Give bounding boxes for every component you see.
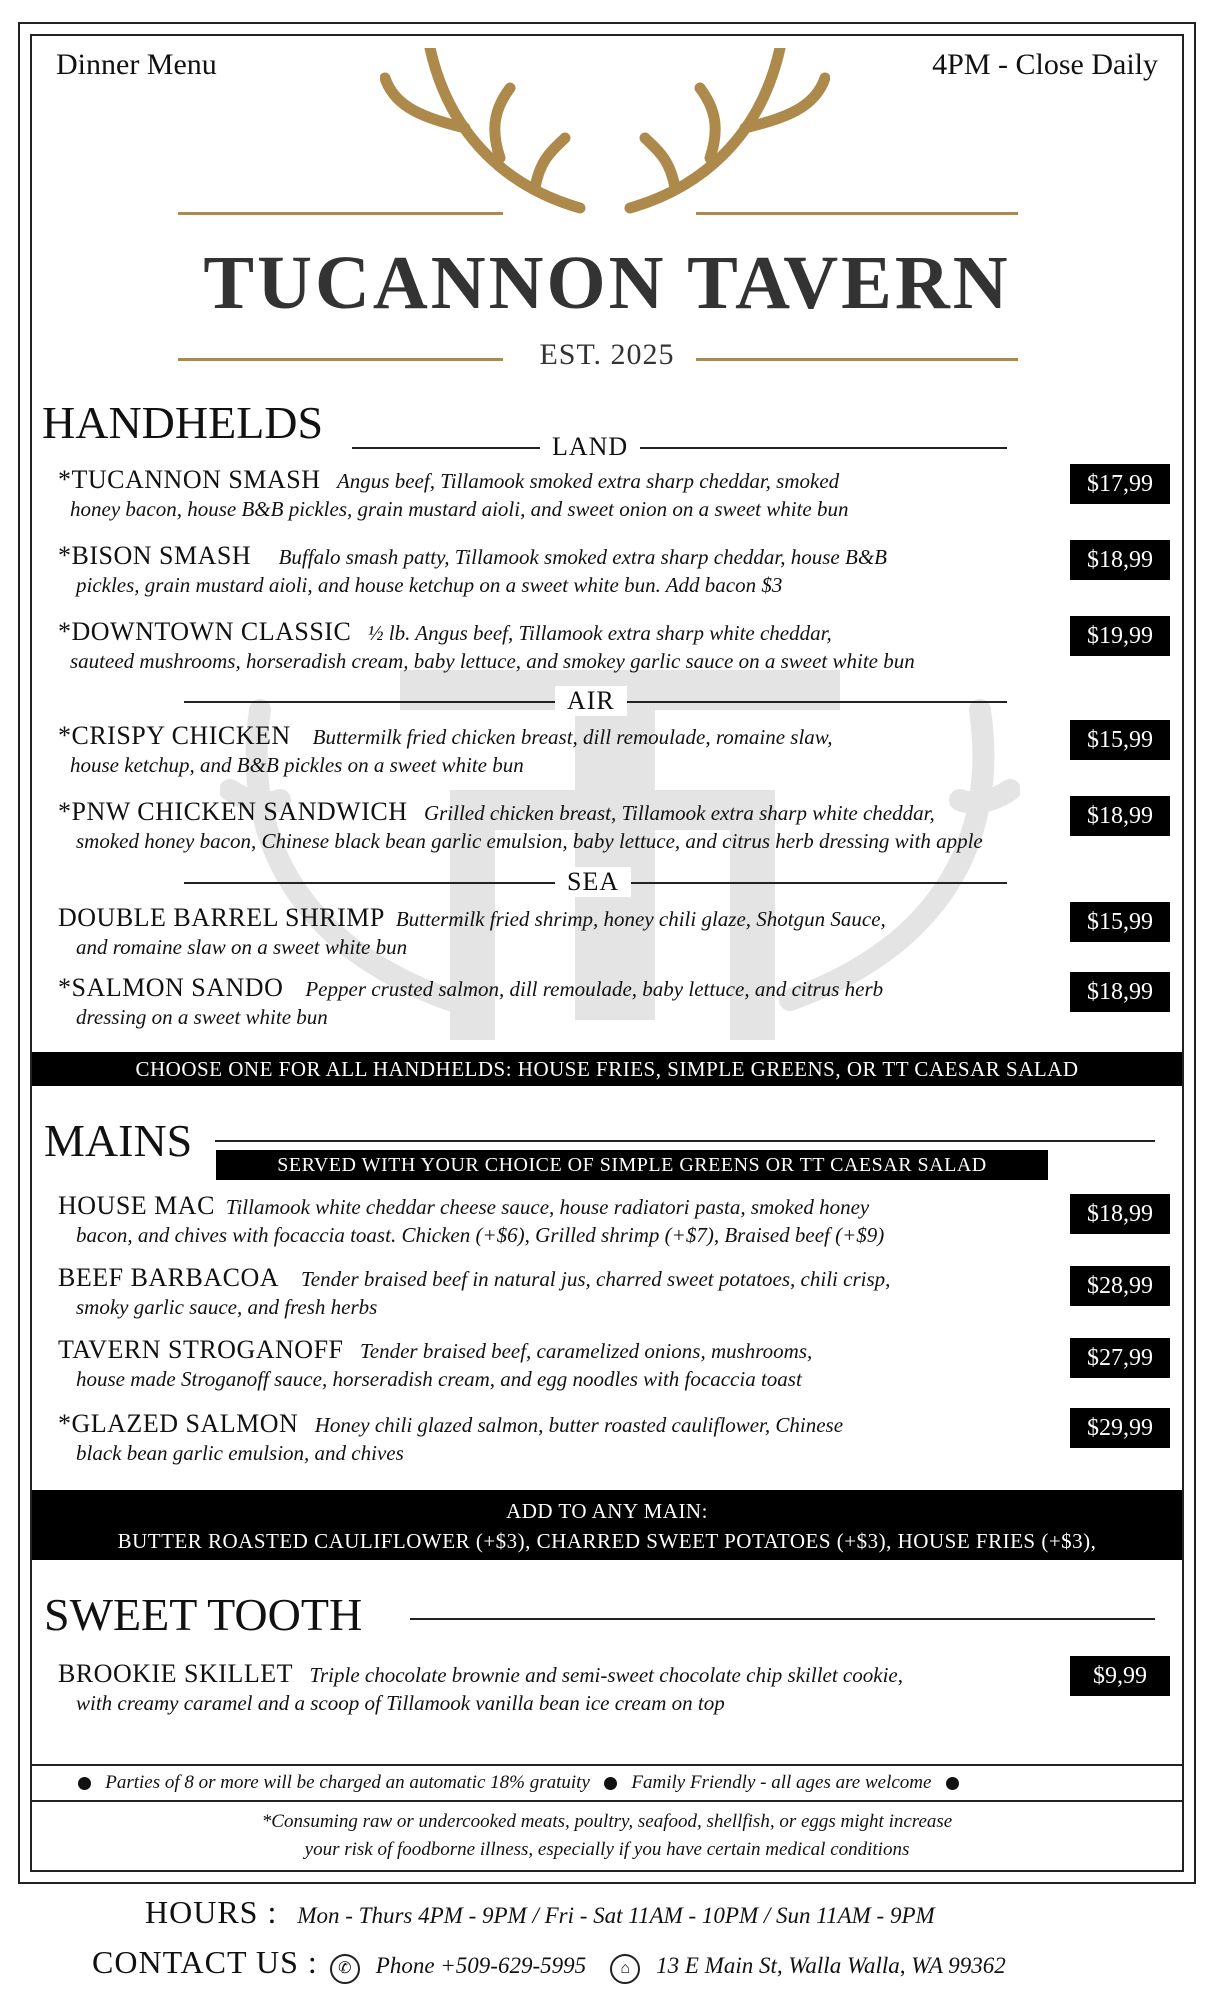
item-desc: smoked honey bacon, Chinese black bean garlic emulsion, baby lettuce, and citrus herb dressing with apple xyxy=(76,829,983,853)
item-name: DOUBLE BARREL SHRIMP xyxy=(58,903,385,932)
price-tag: $18,99 xyxy=(1070,796,1170,836)
family-note: Family Friendly - all ages are welcome xyxy=(631,1772,932,1793)
item-desc: Tillamook white cheddar cheese sauce, house radiatori pasta, smoked honey xyxy=(225,1195,870,1219)
price-tag: $19,99 xyxy=(1070,616,1170,656)
price-tag: $18,99 xyxy=(1070,1194,1170,1234)
health-warning xyxy=(0,1808,1214,1864)
price-tag: $15,99 xyxy=(1070,720,1170,760)
mains-served-banner: SERVED WITH YOUR CHOICE OF SIMPLE GREENS OR TT CAESAR SALAD xyxy=(216,1150,1048,1180)
price-tag: $18,99 xyxy=(1070,540,1170,580)
menu-item xyxy=(58,974,1068,1031)
price-tag: $29,99 xyxy=(1070,1408,1170,1448)
hours-text: Mon - Thurs 4PM - 9PM / Fri - Sat 11AM - 10PM / Sun 11AM - 9PM xyxy=(297,1903,935,1928)
addon-line: BUTTER ROASTED CAULIFLOWER (+$3), CHARRED SWEET POTATOES (+$3), HOUSE FRIES (+$3), xyxy=(117,1529,1097,1553)
hours-label: HOURS : xyxy=(145,1894,278,1930)
service-hours-label: 4PM - Close Daily xyxy=(932,48,1158,81)
price-tag: $9,99 xyxy=(1070,1656,1170,1696)
item-name: BEEF BARBACOA xyxy=(58,1263,280,1292)
item-desc: black bean garlic emulsion, and chives xyxy=(76,1441,404,1465)
bullet-dot xyxy=(604,1777,617,1790)
item-desc: Angus beef, Tillamook smoked extra sharp cheddar, smoked xyxy=(336,469,840,493)
item-name: HOUSE MAC xyxy=(58,1191,215,1220)
item-desc: bacon, and chives with focaccia toast. Chicken (+$6), Grilled shrimp (+$7), Braised beef (+$9) xyxy=(76,1223,885,1247)
section-title-handhelds: HANDHELDS xyxy=(42,397,324,448)
item-desc: Tender braised beef in natural jus, charred sweet potatoes, chili crisp, xyxy=(301,1267,891,1291)
phone-link[interactable]: Phone +509-629-5995 xyxy=(375,1953,587,1978)
antlers-logo xyxy=(380,48,830,218)
item-name: TAVERN STROGANOFF xyxy=(58,1335,344,1364)
section-rule xyxy=(410,1618,1155,1620)
contact-label: CONTACT US : xyxy=(92,1944,318,1980)
notes-line xyxy=(78,1768,1148,1798)
section-title-mains: MAINS xyxy=(44,1115,193,1166)
subsection-land: LAND xyxy=(540,432,640,462)
warning-line: your risk of foodborne illness, especially if you have certain medical conditions xyxy=(304,1839,910,1860)
restaurant-name: TUCANNON TAVERN xyxy=(203,241,1011,325)
item-name: *SALMON SANDO xyxy=(58,973,284,1002)
item-desc: with creamy caramel and a scoop of Tillamook vanilla bean ice cream on top xyxy=(76,1691,725,1715)
item-desc: sauteed mushrooms, horseradish cream, baby lettuce, and smokey garlic sauce on a sweet white bun xyxy=(70,649,915,673)
established-year: EST. 2025 xyxy=(539,338,675,371)
sides-banner: CHOOSE ONE FOR ALL HANDHELDS: HOUSE FRIES, SIMPLE GREENS, OR TT CAESAR SALAD xyxy=(32,1052,1182,1086)
menu-item xyxy=(58,1660,1068,1717)
item-desc: house made Stroganoff sauce, horseradish cream, and egg noodles with focaccia toast xyxy=(76,1367,802,1391)
phone-icon: ✆ xyxy=(330,1954,360,1984)
item-desc: Buffalo smash patty, Tillamook smoked extra sharp cheddar, house B&B xyxy=(278,545,887,569)
gold-rule xyxy=(178,212,503,215)
item-desc: pickles, grain mustard aioli, and house ketchup on a sweet white bun. Add bacon $3 xyxy=(76,573,783,597)
item-desc: Grilled chicken breast, Tillamook extra sharp white cheddar, xyxy=(423,801,935,825)
item-desc: house ketchup, and B&B pickles on a sweet white bun xyxy=(70,753,524,777)
item-desc: Pepper crusted salmon, dill remoulade, baby lettuce, and citrus herb xyxy=(305,977,884,1001)
item-name: *DOWNTOWN CLASSIC xyxy=(58,617,352,646)
hours-row xyxy=(145,1894,935,1931)
item-desc: dressing on a sweet white bun xyxy=(76,1005,328,1029)
item-name: *GLAZED SALMON xyxy=(58,1409,299,1438)
subsection-sea: SEA xyxy=(555,867,631,897)
menu-item xyxy=(58,904,1068,961)
item-desc: and romaine slaw on a sweet white bun xyxy=(76,935,408,959)
menu-item xyxy=(58,798,1078,855)
item-desc: Buttermilk fried shrimp, honey chili glaze, Shotgun Sauce, xyxy=(395,907,886,931)
item-desc: ½ lb. Angus beef, Tillamook extra sharp white cheddar, xyxy=(367,621,832,645)
item-desc: smoky garlic sauce, and fresh herbs xyxy=(76,1295,378,1319)
price-tag: $18,99 xyxy=(1070,972,1170,1012)
item-desc: Tender braised beef, caramelized onions, mushrooms, xyxy=(360,1339,813,1363)
item-name: *TUCANNON SMASH xyxy=(58,465,321,494)
menu-item xyxy=(58,1410,1068,1467)
item-name: BROOKIE SKILLET xyxy=(58,1659,293,1688)
notes-rule xyxy=(32,1800,1182,1802)
item-desc: Buttermilk fried chicken breast, dill remoulade, romaine slaw, xyxy=(312,725,833,749)
menu-item xyxy=(58,722,1068,779)
item-desc: Honey chili glazed salmon, butter roasted cauliflower, Chinese xyxy=(314,1413,844,1437)
subsection-rule xyxy=(352,447,1007,449)
price-tag: $27,99 xyxy=(1070,1338,1170,1378)
item-name: *CRISPY CHICKEN xyxy=(58,721,291,750)
menu-item xyxy=(58,618,1078,675)
item-name: *PNW CHICKEN SANDWICH xyxy=(58,797,408,826)
item-desc: honey bacon, house B&B pickles, grain mustard aioli, and sweet onion on a sweet white bun xyxy=(70,497,849,521)
menu-item xyxy=(58,1192,1068,1249)
addon-banner xyxy=(32,1490,1182,1560)
price-tag: $17,99 xyxy=(1070,464,1170,504)
price-tag: $15,99 xyxy=(1070,902,1170,942)
menu-type-label: Dinner Menu xyxy=(56,48,217,81)
menu-item xyxy=(58,542,1068,599)
section-rule xyxy=(215,1140,1155,1142)
bullet-dot xyxy=(78,1777,91,1790)
price-tag: $28,99 xyxy=(1070,1266,1170,1306)
bullet-dot xyxy=(946,1777,959,1790)
home-icon: ⌂ xyxy=(610,1954,640,1984)
contact-row xyxy=(92,1944,1006,1984)
addon-line: ADD TO ANY MAIN: xyxy=(506,1499,708,1523)
item-name: *BISON SMASH xyxy=(58,541,252,570)
gratuity-note: Parties of 8 or more will be charged an automatic 18% gratuity xyxy=(105,1772,590,1793)
section-title-sweet: SWEET TOOTH xyxy=(44,1589,363,1640)
address-text: 13 E Main St, Walla Walla, WA 99362 xyxy=(656,1953,1006,1978)
item-desc: Triple chocolate brownie and semi-sweet chocolate chip skillet cookie, xyxy=(309,1663,903,1687)
gold-rule xyxy=(696,212,1018,215)
subsection-air: AIR xyxy=(555,686,627,716)
menu-item xyxy=(58,466,1068,523)
notes-rule xyxy=(32,1764,1182,1766)
warning-line: *Consuming raw or undercooked meats, poultry, seafood, shellfish, or eggs might increase xyxy=(261,1811,953,1832)
menu-item xyxy=(58,1336,1068,1393)
menu-item xyxy=(58,1264,1068,1321)
